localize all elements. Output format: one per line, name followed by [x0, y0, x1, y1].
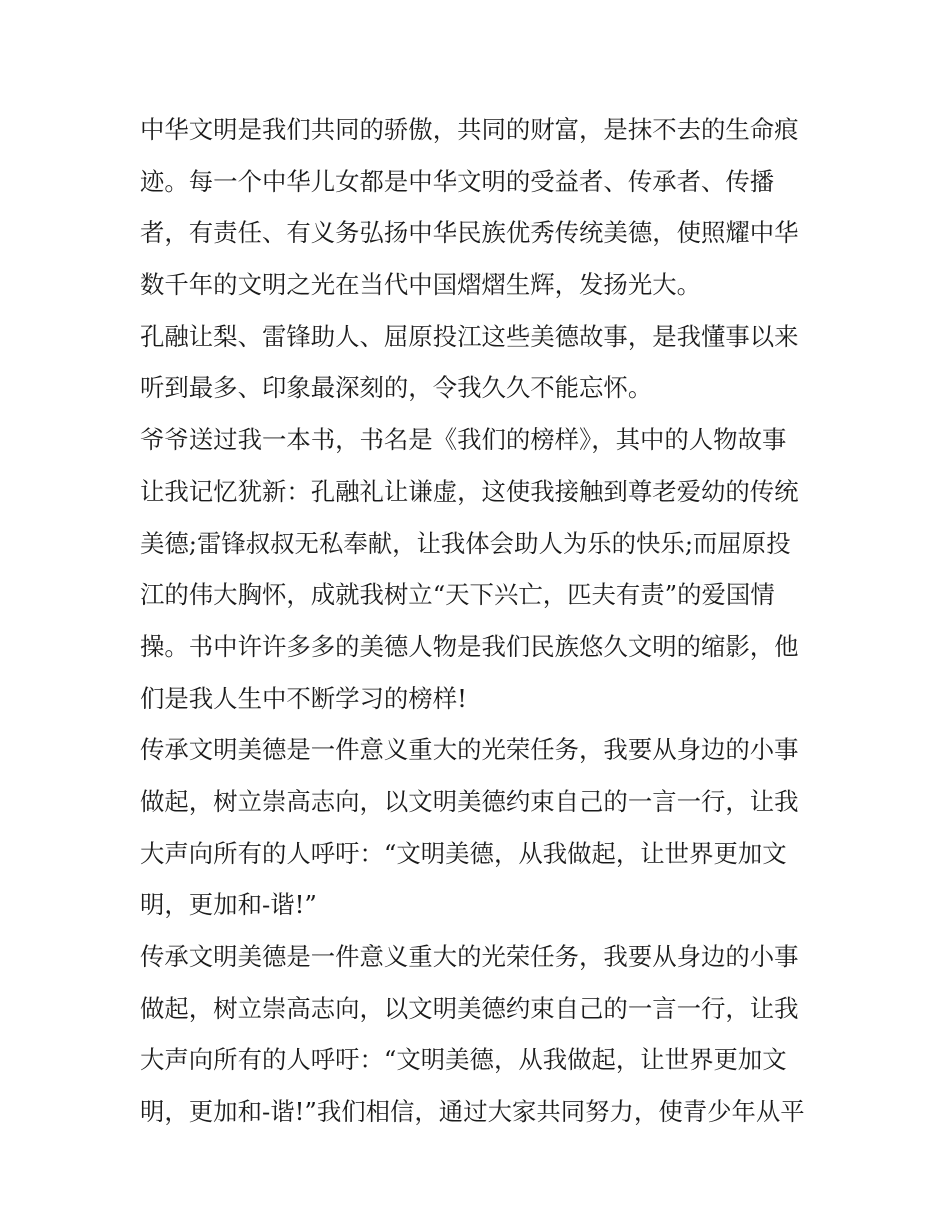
text-line: 中华文明是我们共同的骄傲，共同的财富，是抹不去的生命痕 — [140, 115, 799, 144]
text-line: 爷爷送过我一本书，书名是《我们的榜样》，其中的人物故事 — [140, 425, 787, 455]
text-line: 传承文明美德是一件意义重大的光荣任务，我要从身边的小事 — [140, 942, 799, 971]
text-line: 大声向所有的人呼吁：“文明美德，从我做起，让世界更加文 — [140, 838, 787, 868]
text-line: 操。书中许许多多的美德人物是我们民族悠久文明的缩影，他 — [140, 631, 799, 661]
text-line: 听到最多、印象最深刻的，令我久久不能忘怀。 — [140, 373, 653, 403]
text-line: 明，更加和-谐!” — [140, 890, 317, 920]
paragraph-1 — [140, 104, 820, 311]
paragraph-5 — [140, 931, 820, 1138]
text-line: 大声向所有的人呼吁：“文明美德，从我做起，让世界更加文 — [140, 1045, 787, 1075]
text-line: 数千年的文明之光在当代中国熠熠生辉，发扬光大。 — [140, 270, 701, 300]
text-line: 明，更加和-谐!”我们相信，通过大家共同努力，使青少年从平 — [140, 1097, 805, 1127]
text-line: 江的伟大胸怀，成就我树立“天下兴亡，匹夫有责”的爱国情 — [140, 580, 775, 610]
text-line: 者，有责任、有义务弘扬中华民族优秀传统美德，使照耀中华 — [140, 218, 799, 248]
paragraph-4 — [140, 724, 820, 931]
paragraph-3 — [140, 414, 820, 724]
text-line: 传承文明美德是一件意义重大的光荣任务，我要从身边的小事 — [140, 735, 799, 765]
text-line: 做起，树立崇高志向，以文明美德约束自己的一言一行，让我 — [140, 786, 799, 816]
text-line: 迹。每一个中华儿女都是中华文明的受益者、传承者、传播 — [140, 166, 775, 196]
document-body — [140, 104, 820, 1138]
text-line: 做起，树立崇高志向，以文明美德约束自己的一言一行，让我 — [140, 993, 799, 1023]
text-line: 孔融让梨、雷锋助人、屈原投江这些美德故事，是我懂事以来 — [140, 321, 799, 351]
text-line: 让我记忆犹新：孔融礼让谦虚，这使我接触到尊老爱幼的传统 — [140, 476, 799, 506]
paragraph-2 — [140, 311, 820, 414]
text-line: 美德;雷锋叔叔无私奉献，让我体会助人为乐的快乐;而屈原投 — [140, 528, 791, 558]
text-line: 们是我人生中不断学习的榜样! — [140, 683, 467, 713]
